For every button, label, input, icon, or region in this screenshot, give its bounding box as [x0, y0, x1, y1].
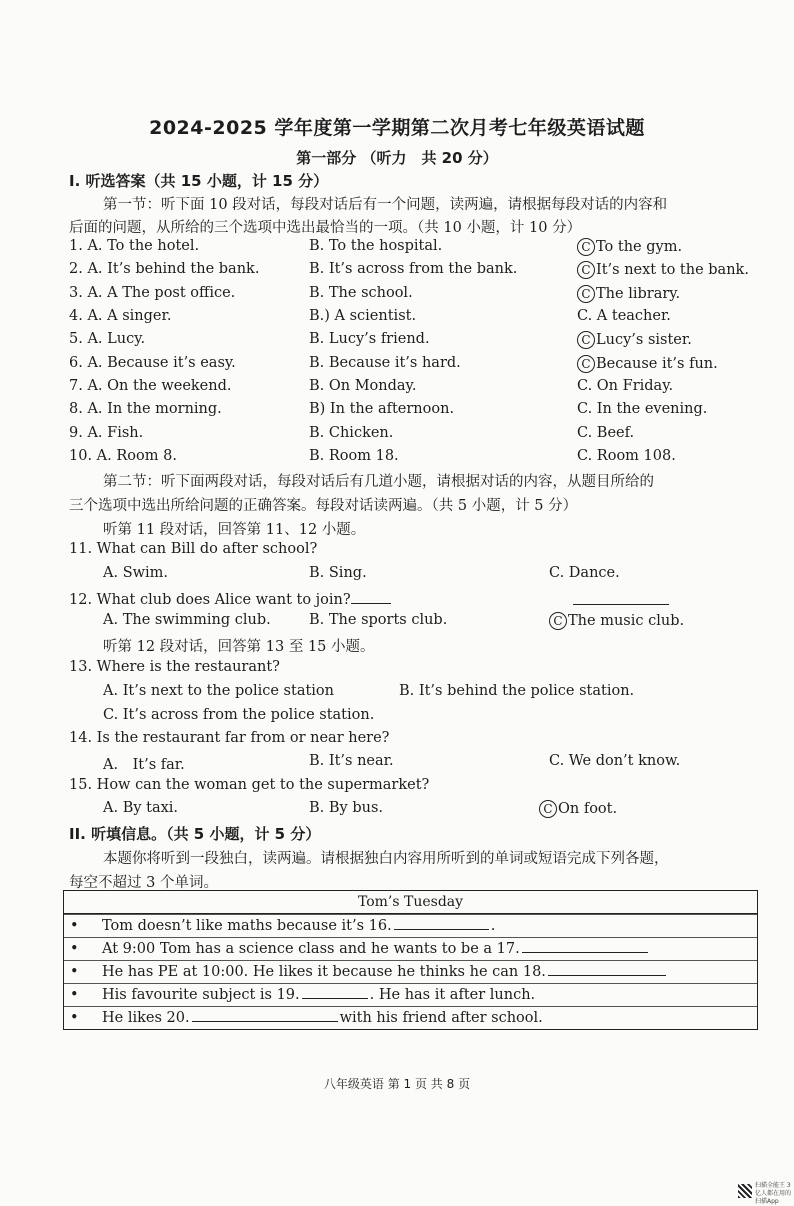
circled-answer-c: C — [577, 331, 595, 349]
answer-blank[interactable] — [548, 961, 666, 976]
q11-option-b: B. Sing. — [309, 565, 367, 581]
bullet-icon: • — [70, 964, 79, 980]
question-7-option-c-text: C. On Friday. — [577, 378, 674, 394]
row-text: He likes 20. — [102, 1010, 190, 1026]
circled-answer-c: C — [577, 238, 595, 256]
q12-option-b: B. The sports club. — [309, 612, 448, 628]
question-2-option-c — [577, 261, 749, 279]
answer-blank[interactable] — [522, 938, 648, 953]
q12-option-c — [549, 612, 684, 630]
section2-heading: II. 听填信息。（共 5 小题，计 5 分） — [69, 825, 321, 843]
row-text: His favourite subject is 19. — [102, 987, 300, 1003]
question-8-option-a: 8. A. In the morning. — [69, 401, 222, 417]
bullet-icon: • — [70, 918, 79, 934]
exam-title: 2024-2025 学年度第一学期第二次月考七年级英语试题 — [149, 117, 645, 139]
question-7-option-a: 7. A. On the weekend. — [69, 378, 232, 394]
question-10-option-c — [577, 448, 676, 464]
q12-option-a: A. The swimming club. — [103, 612, 271, 628]
question-3-option-c-text: The library. — [596, 286, 681, 302]
answer-blank[interactable] — [394, 915, 489, 930]
question-10-option-b: B. Room 18. — [309, 448, 399, 464]
question-6-option-a: 6. A. Because it’s easy. — [69, 355, 236, 371]
question-5-option-b: B. Lucy’s friend. — [309, 331, 430, 347]
q13-option-a: A. It’s next to the police station — [103, 683, 335, 699]
section1-heading: I. 听选答案（共 15 小题，计 15 分） — [69, 172, 329, 190]
dialog-12-instruction: 听第 12 段对话，回答第 13 至 15 小题。 — [103, 639, 375, 655]
dialog-11-instruction: 听第 11 段对话，回答第 11、12 小题。 — [103, 522, 366, 538]
question-8-option-c-text: C. In the evening. — [577, 401, 708, 417]
question-1-option-a: 1. A. To the hotel. — [69, 238, 200, 254]
row-text: Tom doesn’t like maths because it’s 16. — [102, 918, 392, 934]
question-12-text: 12. What club does Alice want to join? — [69, 592, 351, 608]
row-text: At 9:00 Tom has a science class and he wants to be a 17. — [102, 941, 520, 957]
question-7-option-c — [577, 378, 673, 394]
circled-answer-c: C — [549, 612, 567, 630]
row-text: He has PE at 10:00. He likes it because he thinks he can 18. — [102, 964, 546, 980]
question-5-option-c-text: Lucy’s sister. — [596, 332, 692, 348]
table-row — [64, 914, 757, 937]
question-1-option-c — [577, 238, 682, 256]
scanner-watermark: 扫描全能王 3亿人都在用的扫描App — [755, 1182, 792, 1205]
question-2-option-c-text: It’s next to the bank. — [596, 262, 749, 278]
question-12 — [69, 589, 391, 608]
part1-instructions-1: 第一节：听下面 10 段对话，每段对话后有一个问题，读两遍，请根据每段对话的内容和 — [103, 197, 668, 213]
question-7-option-b: B. On Monday. — [309, 378, 417, 394]
question-1-option-b: B. To the hospital. — [309, 238, 443, 254]
question-9-option-b: B. Chicken. — [309, 425, 394, 441]
bullet-icon: • — [70, 987, 79, 1003]
circled-answer-c: C — [577, 285, 595, 303]
part2-instructions-2: 三个选项中选出所给问题的正确答案。每段对话读两遍。（共 5 小题，计 5 分） — [69, 498, 578, 514]
question-4-option-c — [577, 308, 671, 324]
q13-option-b: B. It’s behind the police station. — [399, 683, 635, 699]
question-4-option-b: B.) A scientist. — [309, 308, 417, 324]
question-3-option-b: B. The school. — [309, 285, 413, 301]
q15-option-a: A. By taxi. — [103, 800, 179, 816]
q11-option-a: A. Swim. — [103, 565, 169, 581]
question-10-option-c-text: C. Room 108. — [577, 448, 676, 464]
section2-instructions-1: 本题你将听到一段独白，读两遍。请根据独白内容用所听到的单词或短语完成下列各题， — [103, 851, 669, 867]
circled-answer-c: C — [539, 800, 557, 818]
q13-option-c: C. It’s across from the police station. — [103, 707, 375, 723]
row-text-tail: with his friend after school. — [339, 1010, 543, 1026]
question-15: 15. How can the woman get to the supermarket? — [69, 777, 430, 793]
section2-instructions-2: 每空不超过 3 个单词。 — [69, 875, 218, 891]
table-row — [64, 937, 757, 960]
q14-option-b: B. It’s near. — [309, 753, 394, 769]
question-11: 11. What can Bill do after school? — [69, 541, 318, 557]
question-2-option-a: 2. A. It’s behind the bank. — [69, 261, 260, 277]
answer-blank[interactable] — [302, 984, 368, 999]
question-9-option-a: 9. A. Fish. — [69, 425, 144, 441]
question-9-option-c-text: C. Beef. — [577, 425, 635, 441]
row-text-tail: . — [490, 918, 496, 934]
table-row — [64, 960, 757, 983]
part2-instructions-1: 第二节：听下面两段对话，每段对话后有几道小题，请根据对话的内容，从题目所给的 — [103, 474, 654, 490]
answer-blank[interactable] — [192, 1007, 338, 1022]
question-4-option-c-text: C. A teacher. — [577, 308, 671, 324]
question-3-option-a: 3. A. A The post office. — [69, 285, 236, 301]
page-footer: 八年级英语 第 1 页 共 8 页 — [323, 1077, 471, 1091]
circled-answer-c: C — [577, 355, 595, 373]
question-8-option-b: B) In the afternoon. — [309, 401, 455, 417]
bullet-icon: • — [70, 1010, 79, 1026]
question-14: 14. Is the restaurant far from or near here? — [69, 730, 390, 746]
question-5-option-c — [577, 331, 692, 349]
bullet-icon: • — [70, 941, 79, 957]
qr-code-icon — [738, 1184, 752, 1198]
question-9-option-c — [577, 425, 634, 441]
answer-blank — [351, 589, 391, 604]
row-text-tail: . He has it after lunch. — [369, 987, 536, 1003]
question-6-option-c — [577, 355, 718, 373]
table-row — [64, 983, 757, 1006]
question-5-option-a: 5. A. Lucy. — [69, 331, 146, 347]
q14-option-c: C. We don’t know. — [549, 753, 681, 769]
question-1-option-c-text: To the gym. — [596, 239, 683, 255]
question-3-option-c — [577, 285, 680, 303]
q12-option-c-text: The music club. — [568, 613, 685, 629]
question-13: 13. Where is the restaurant? — [69, 659, 280, 675]
table-title: Tom’s Tuesday — [64, 891, 757, 914]
q11-option-c: C. Dance. — [549, 565, 620, 581]
q15-option-b: B. By bus. — [309, 800, 384, 816]
fill-in-table — [63, 890, 758, 1030]
question-6-option-b: B. Because it’s hard. — [309, 355, 461, 371]
part1-instructions-2: 后面的问题，从所给的三个选项中选出最恰当的一项。（共 10 小题，计 10 分） — [69, 220, 582, 236]
q14-option-a: A. It’s far. — [103, 757, 185, 773]
circled-answer-c: C — [577, 261, 595, 279]
answer-blank — [573, 590, 669, 605]
question-6-option-c-text: Because it’s fun. — [596, 356, 718, 372]
table-row — [64, 1006, 757, 1029]
part-subtitle: 第一部分 （听力 共 20 分） — [296, 149, 498, 167]
q15-option-c-text: On foot. — [558, 801, 618, 817]
question-8-option-c — [577, 401, 707, 417]
question-4-option-a: 4. A. A singer. — [69, 308, 172, 324]
q15-option-c — [539, 800, 617, 818]
question-2-option-b: B. It’s across from the bank. — [309, 261, 518, 277]
question-10-option-a: 10. A. Room 8. — [69, 448, 177, 464]
